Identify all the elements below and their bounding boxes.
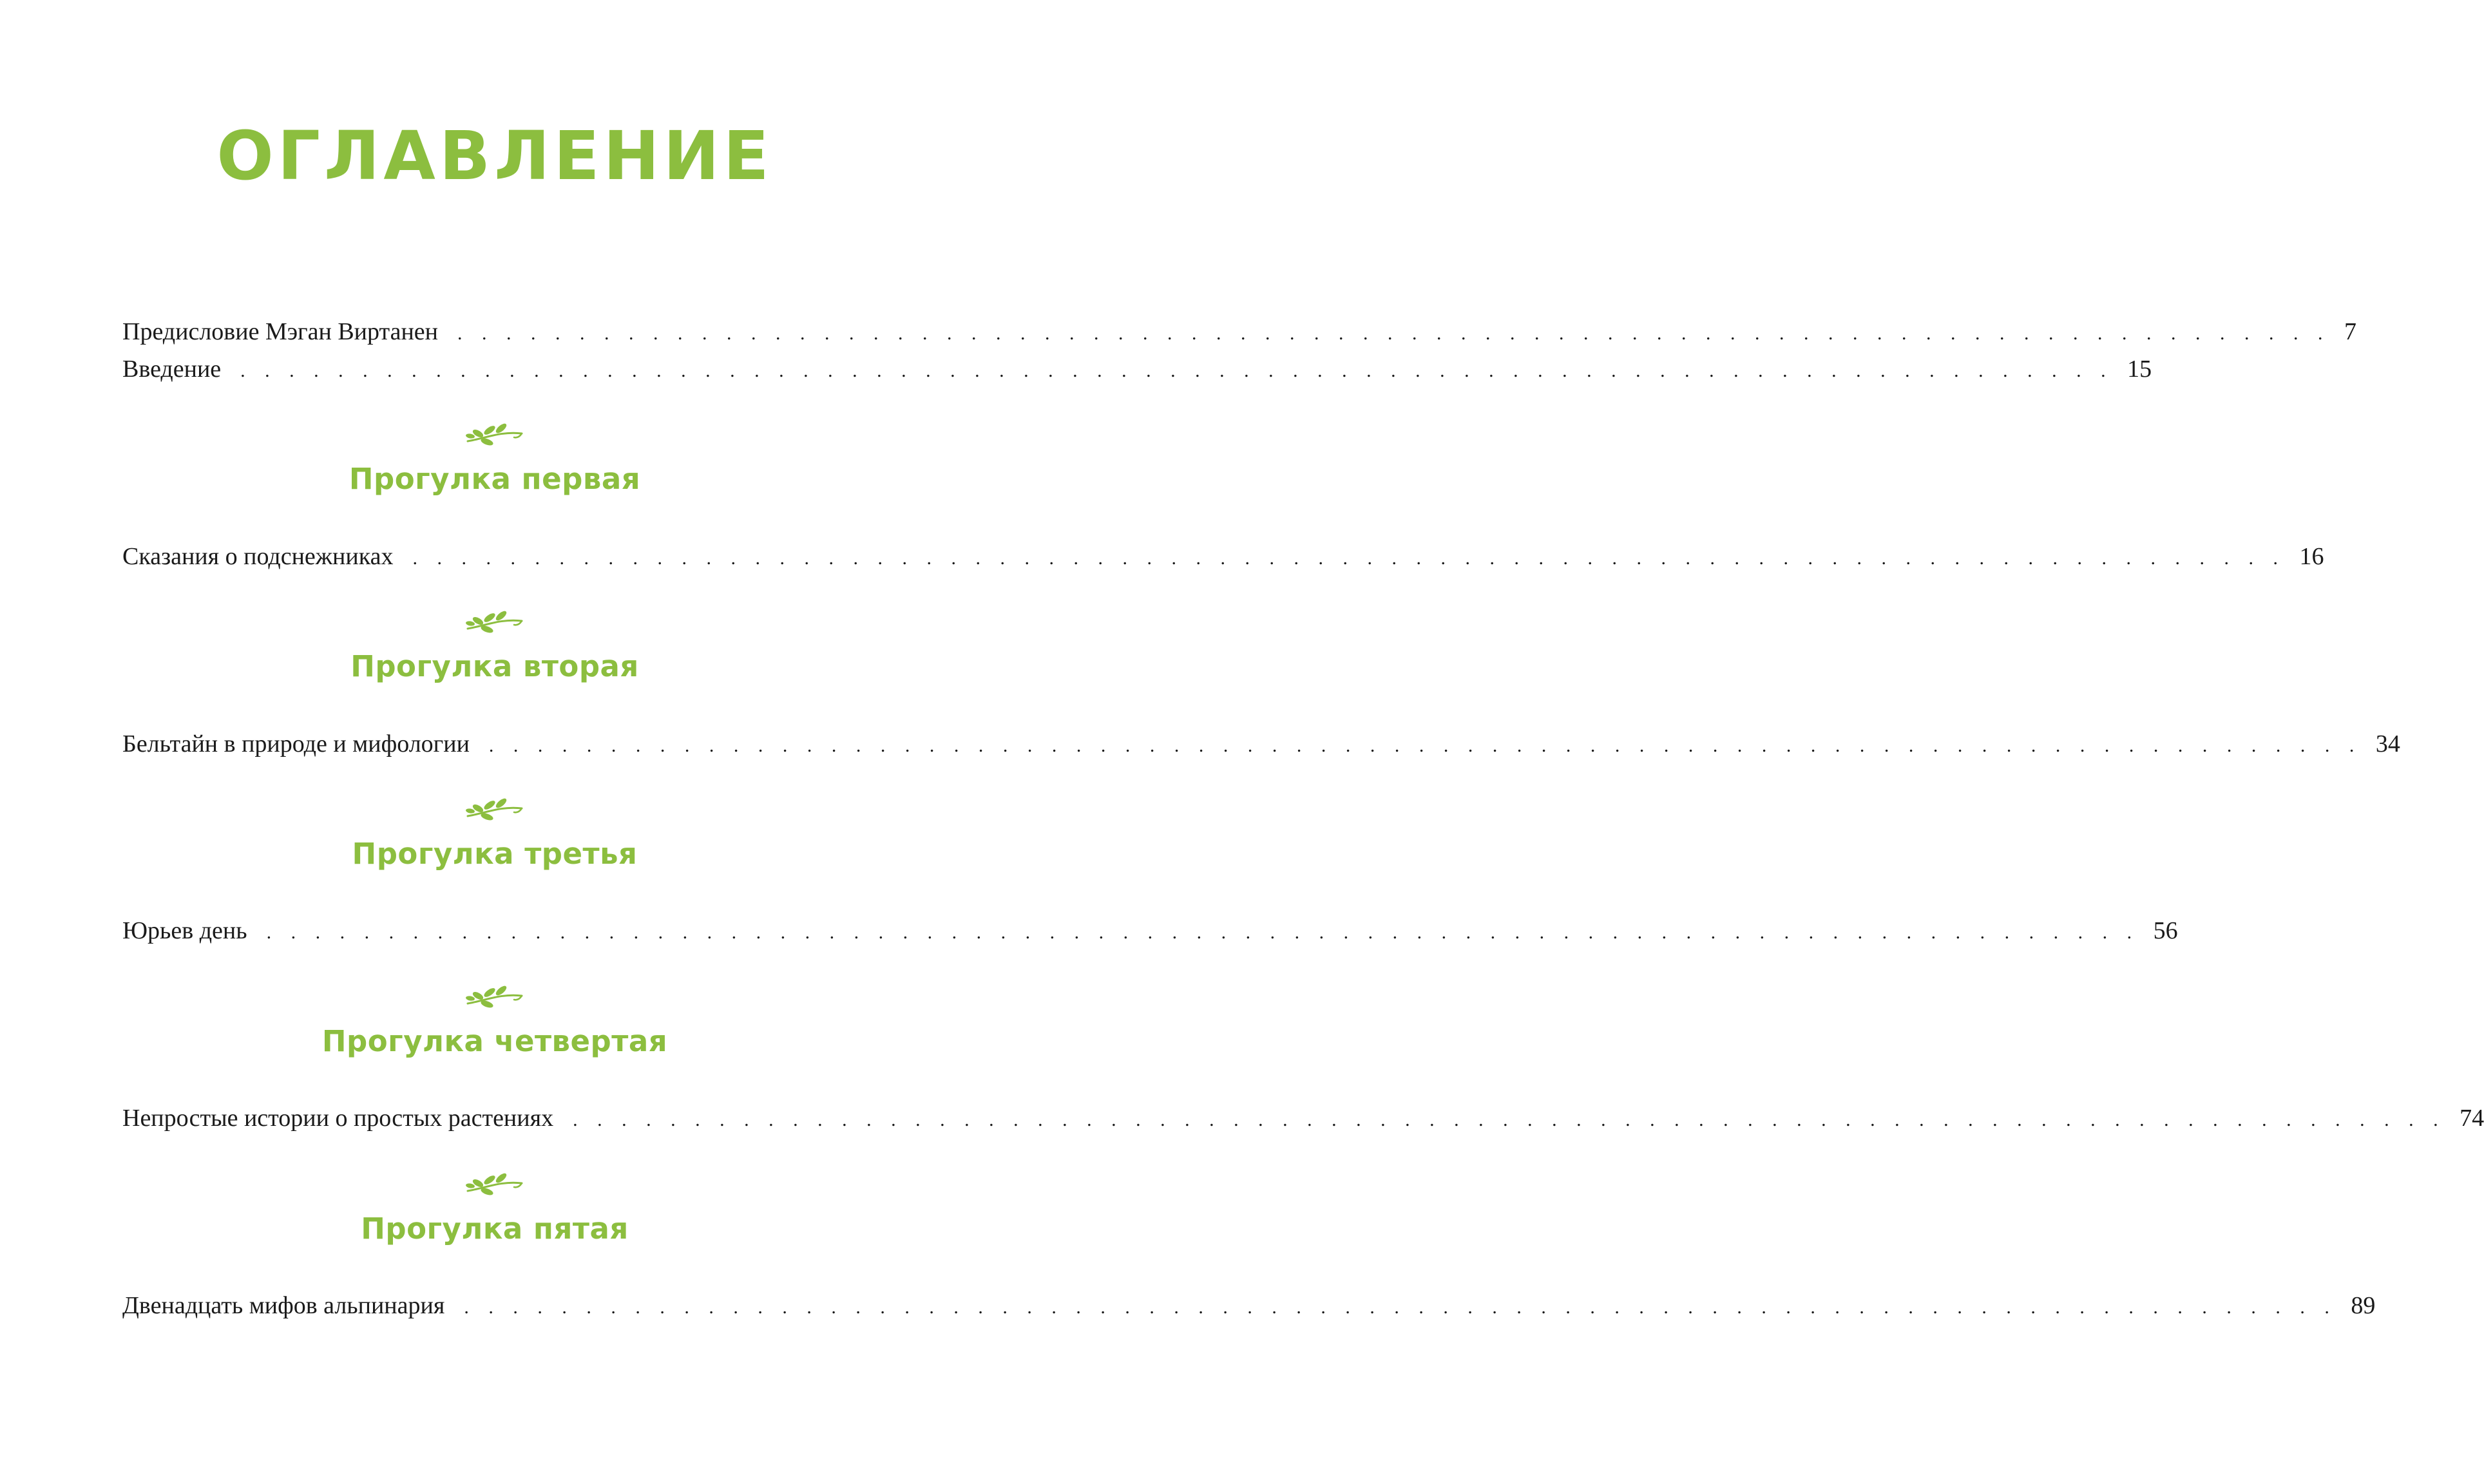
toc-page-number: 16 <box>2299 543 2324 570</box>
dot-leader: . . . . . . . . . . . . . . . . . . . . . . . . . . . . . . . . . . . . . . . . . . . . . . . . . . . . . . . . . . . . . . . . . . . . . . . . . . . . . <box>573 1109 2446 1130</box>
toc-page-number: 34 <box>2375 730 2400 757</box>
leafy-branch-icon <box>465 422 524 446</box>
dot-leader: . . . . . . . . . . . . . . . . . . . . . . . . . . . . . . . . . . . . . . . . . . . . . . . . . . . . . . . . . . . . . . . . . . . . . . . . . . . . . <box>488 735 2362 756</box>
section-walk-4 <box>0 984 989 1058</box>
toc-page-number: 74 <box>2460 1105 2484 1132</box>
leafy-branch-icon <box>465 797 524 821</box>
leafy-branch-icon <box>465 609 524 634</box>
section-walk-3 <box>0 797 989 870</box>
toc-entry-preface[interactable] <box>122 316 2356 348</box>
section-walk-5 <box>0 1172 989 1245</box>
section-walk-1 <box>0 422 989 495</box>
dot-leader: . . . . . . . . . . . . . . . . . . . . . . . . . . . . . . . . . . . . . . . . . . . . . . . . . . . . . . . . . . . . . . . . . . . . . . . . . . . . . <box>240 360 2114 381</box>
toc-page-number: 56 <box>2153 917 2178 944</box>
toc-entry-introduction[interactable] <box>122 353 2152 385</box>
toc-page-number: 15 <box>2127 356 2152 383</box>
section-walk-2 <box>0 609 989 683</box>
toc-entry-walk-2[interactable] <box>122 728 2400 760</box>
dot-leader: . . . . . . . . . . . . . . . . . . . . . . . . . . . . . . . . . . . . . . . . . . . . . . . . . . . . . . . . . . . . . . . . . . . . . . . . . . . . . <box>266 922 2139 943</box>
toc-entry-title: Сказания о подснежниках <box>122 543 394 570</box>
toc-entry-title: Введение <box>122 356 222 383</box>
toc-entry-walk-5[interactable] <box>122 1289 2376 1322</box>
leafy-branch-icon <box>465 984 524 1009</box>
section-heading: Прогулка третья <box>352 837 638 871</box>
toc-entry-walk-3[interactable] <box>122 915 2178 947</box>
toc-entry-title: Двенадцать мифов альпинария <box>122 1292 445 1319</box>
toc-entry-walk-1[interactable] <box>122 540 2324 573</box>
leafy-branch-icon <box>465 1172 524 1196</box>
section-heading: Прогулка вторая <box>350 649 639 683</box>
toc-entry-walk-4[interactable] <box>122 1102 2484 1134</box>
toc-entry-title: Бельтайн в природе и мифологии <box>122 730 470 757</box>
toc-entry-title: Непростые истории о простых растениях <box>122 1105 554 1132</box>
page-title: ОГЛАВЛЕНИЕ <box>216 117 773 195</box>
dot-leader: . . . . . . . . . . . . . . . . . . . . . . . . . . . . . . . . . . . . . . . . . . . . . . . . . . . . . . . . . . . . . . . . . . . . . . . . . . . . . <box>464 1297 2337 1318</box>
toc-page-number: 7 <box>2344 318 2356 345</box>
dot-leader: . . . . . . . . . . . . . . . . . . . . . . . . . . . . . . . . . . . . . . . . . . . . . . . . . . . . . . . . . . . . . . . . . . . . . . . . . . . . . <box>412 547 2286 569</box>
section-heading: Прогулка пятая <box>361 1212 629 1246</box>
toc-entry-title: Предисловие Мэган Виртанен <box>122 318 438 345</box>
section-heading: Прогулка четвертая <box>321 1024 668 1058</box>
section-heading: Прогулка первая <box>349 462 641 496</box>
toc-page-number: 89 <box>2351 1292 2376 1319</box>
toc-entry-title: Юрьев день <box>122 917 247 944</box>
dot-leader: . . . . . . . . . . . . . . . . . . . . . . . . . . . . . . . . . . . . . . . . . . . . . . . . . . . . . . . . . . . . . . . . . . . . . . . . . . . . . <box>457 323 2330 344</box>
